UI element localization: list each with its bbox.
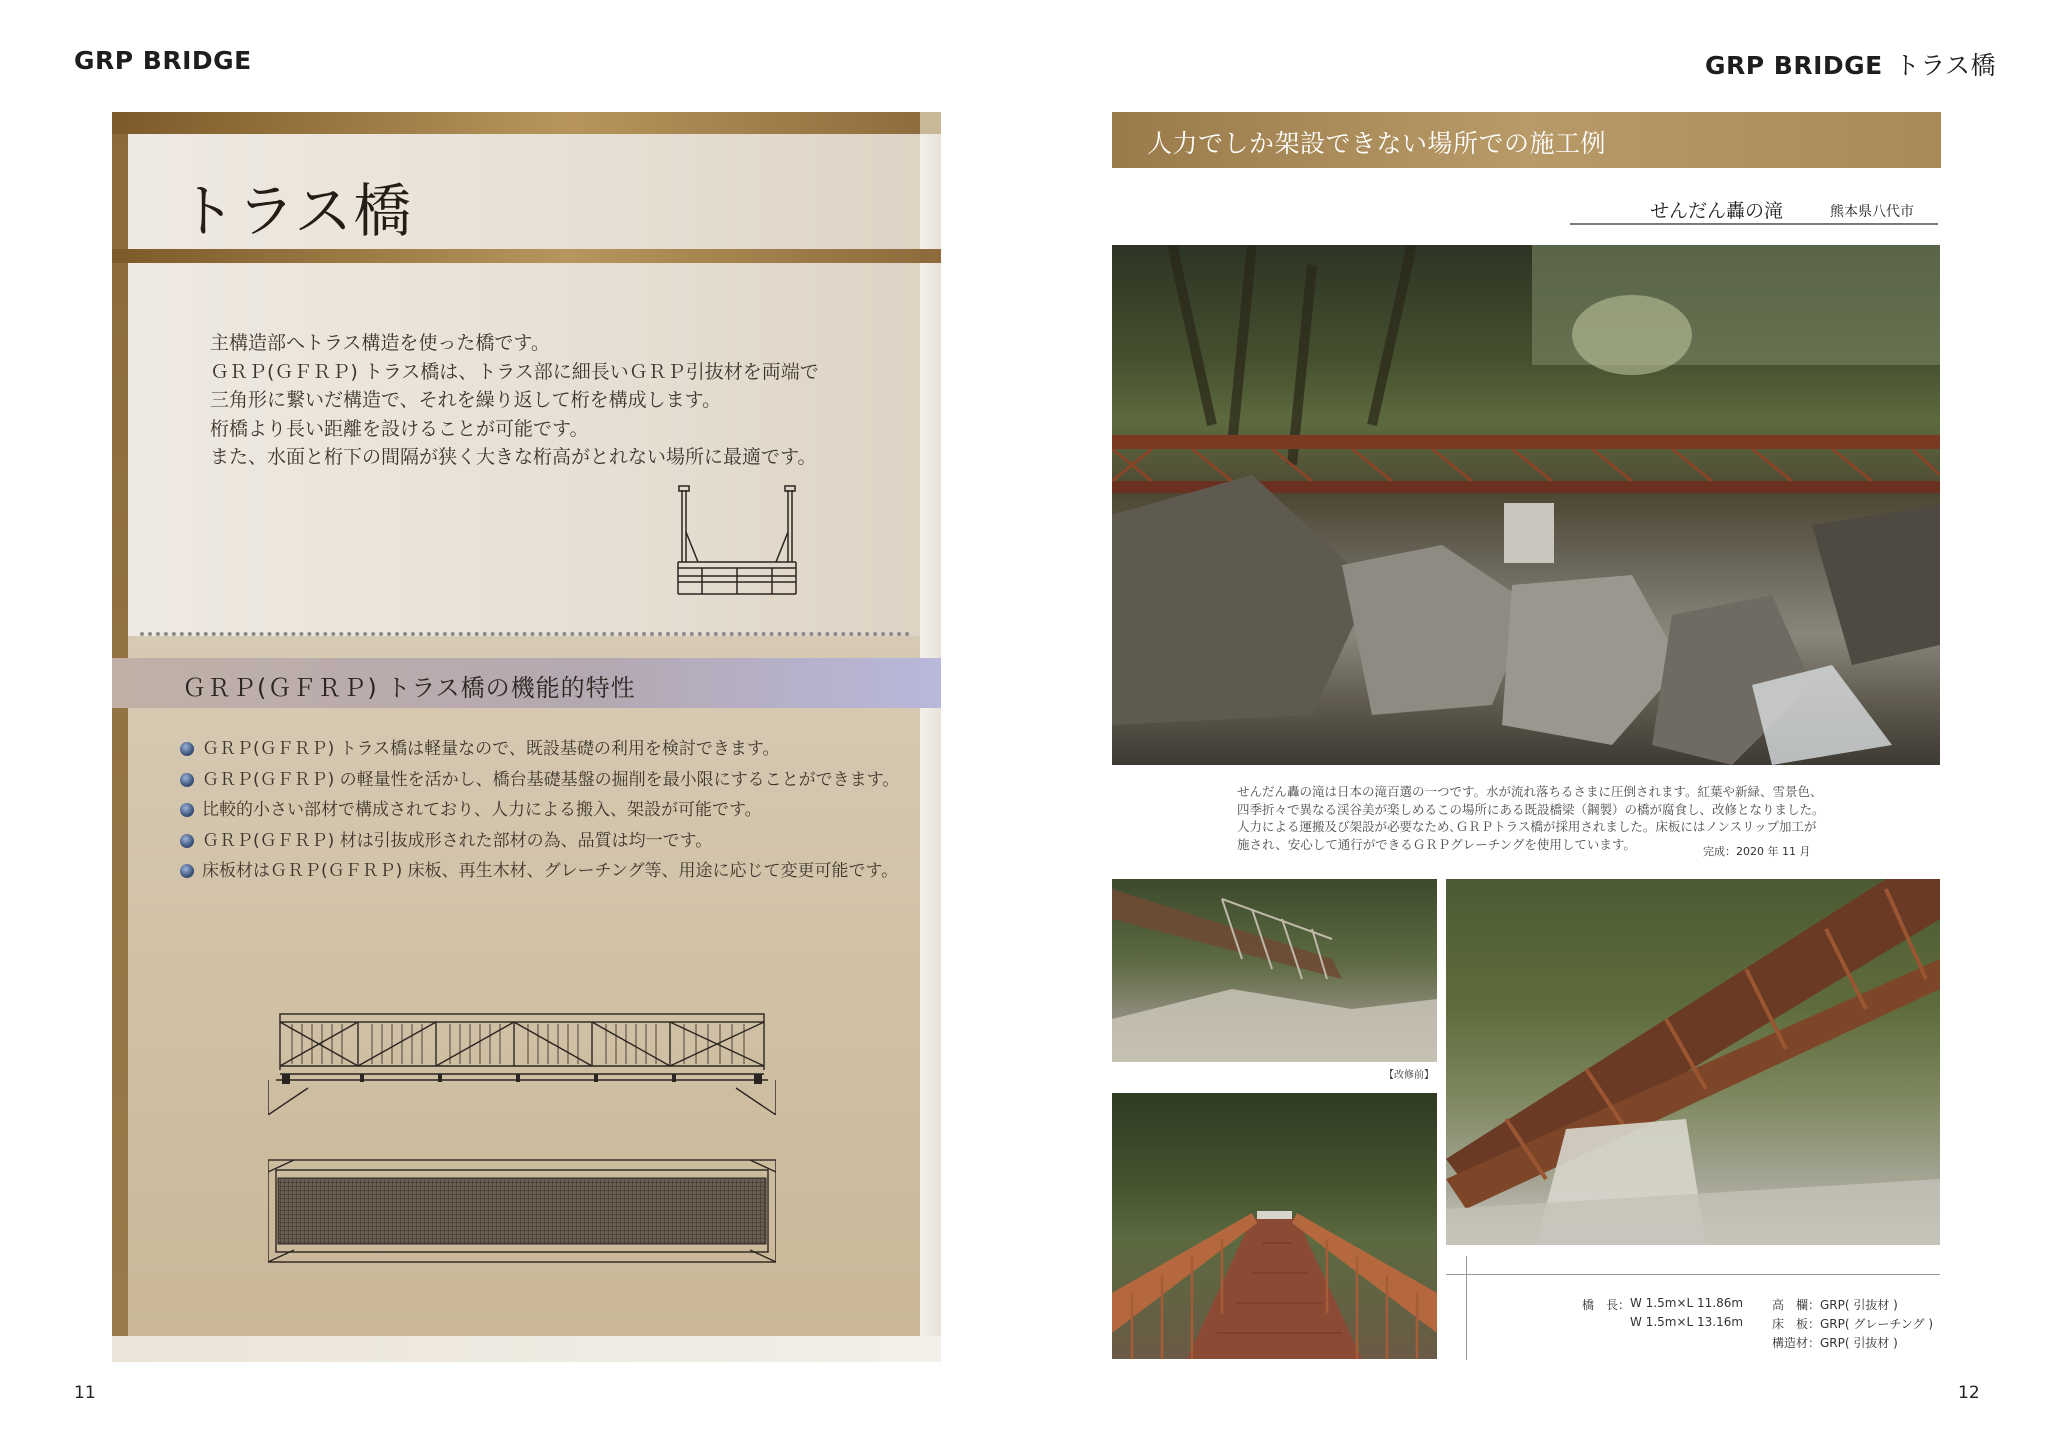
feature-item — [180, 799, 920, 830]
location-city: 熊本県八代市 — [1830, 204, 1914, 220]
bullet-icon — [180, 834, 194, 848]
caption-line: 施され、安心して通行ができるＧＲＰグレーチングを使用しています。 — [1237, 836, 1636, 852]
before-renovation-label: 【改修前】 — [1384, 1070, 1434, 1081]
photo-before-illustration — [1112, 879, 1437, 1062]
photo-bridge-underside — [1446, 879, 1940, 1245]
section-divider — [140, 632, 910, 636]
photo-bridge-deck — [1112, 1093, 1437, 1359]
location-name: せんだん轟の滝 — [1650, 200, 1784, 222]
cross-section-drawing — [672, 484, 802, 599]
spec-length-1: W 1.5m×L 11.86m — [1630, 1296, 1744, 1310]
side-elevation-drawing — [268, 1010, 776, 1115]
photo-bridge-main — [1112, 245, 1940, 765]
left-page-vertical-bar — [112, 112, 128, 1336]
spec-railing: 高 欄：GRP( 引抜材 ) — [1772, 1298, 1898, 1312]
photo-deck-illustration — [1112, 1093, 1437, 1359]
intro-line: ＧＲＰ(ＧＦＲＰ) トラス橋は、トラス部に細長いＧＲＰ引抜材を両端で — [210, 360, 819, 383]
feature-text: ＧＲＰ(ＧＦＲＰ) 材は引抜成形された部材の為、品質は均一です。 — [202, 830, 713, 851]
spec-divider-vertical — [1466, 1256, 1467, 1360]
running-head-right-en: GRP BRIDGE — [1705, 51, 1883, 80]
left-page-right-edge — [920, 134, 941, 1336]
features-title: ＧＲＰ(ＧＦＲＰ) トラス橋の機能的特性 — [182, 674, 636, 702]
feature-text: ＧＲＰ(ＧＦＲＰ) トラス橋は軽量なので、既設基礎の利用を検討できます。 — [202, 739, 780, 759]
left-page-bottom-fade — [112, 1336, 941, 1362]
left-page-title-underbar — [112, 249, 941, 263]
feature-item — [180, 860, 920, 891]
spec-deck: 床 板：GRP( グレーチング ) — [1772, 1317, 1934, 1331]
location-underline — [1570, 223, 1938, 225]
plan-view-drawing — [268, 1158, 776, 1264]
intro-line: また、水面と桁下の間隔が狭く大きな桁高がとれない場所に最適です。 — [210, 446, 817, 468]
photo-before-renovation — [1112, 879, 1437, 1062]
photo-underside-illustration — [1446, 879, 1940, 1245]
feature-text: 床板材はＧＲＰ(ＧＦＲＰ) 床板、再生木材、グレーチング等、用途に応じて変更可能です。 — [202, 861, 899, 882]
spec-length-label: 橋 長： — [1582, 1298, 1631, 1312]
spec-divider-horizontal — [1446, 1274, 1940, 1275]
left-page-top-bar — [112, 112, 941, 134]
bullet-icon — [180, 742, 194, 756]
page-number-left: 11 — [74, 1383, 96, 1403]
bullet-icon — [180, 864, 194, 878]
feature-item — [180, 830, 920, 861]
feature-item — [180, 738, 920, 769]
running-head-right — [1705, 46, 1996, 82]
section-banner-title: 人力でしか架設できない場所での施工例 — [1147, 129, 1607, 158]
spec-length-2: W 1.5m×L 13.16m — [1630, 1315, 1744, 1329]
feature-item — [180, 769, 920, 800]
photo-bridge-main-illustration — [1112, 245, 1940, 765]
running-head-right-jp: トラス橋 — [1894, 51, 1997, 80]
caption-line: 四季折々で異なる渓谷美が楽しめるこの場所にある既設橋梁（鋼製）の橋が腐食し、改修となりました。 — [1237, 801, 1825, 817]
bullet-icon — [180, 803, 194, 817]
caption-line: せんだん轟の滝は日本の滝百選の一つです。水が流れ落ちるさまに圧倒されます。紅葉や新緑、雪景色、 — [1237, 784, 1823, 799]
caption-line: 人力による運搬及び架設が必要なため､ＧＲＰトラス橋が採用されました。床板にはノンスリップ加工が — [1237, 819, 1817, 834]
features-list — [180, 738, 920, 891]
feature-text: 比較的小さい部材で構成されており、人力による搬入、架設が可能です。 — [202, 800, 762, 821]
intro-text — [210, 329, 860, 472]
intro-line: 主構造部へトラス構造を使った橋です。 — [210, 332, 550, 354]
page-number-right: 12 — [1958, 1383, 1980, 1403]
intro-line: 三角形に繋いだ構造で、それを繰り返して桁を構成します。 — [210, 389, 722, 411]
bullet-icon — [180, 773, 194, 787]
intro-line: 桁橋より長い距離を設けることが可能です。 — [210, 417, 589, 440]
running-head-left: GRP BRIDGE — [74, 46, 252, 75]
spec-structure: 構造材：GRP( 引抜材 ) — [1772, 1336, 1898, 1350]
page-title: トラス橋 — [178, 177, 413, 245]
completion-date: 完成：2020 年 11 月 — [1703, 845, 1811, 858]
feature-text: ＧＲＰ(ＧＦＲＰ) の軽量性を活かし、橋台基礎基盤の掘削を最小限にすることができます。 — [202, 769, 900, 790]
left-page-top-bar-tail — [920, 112, 941, 134]
